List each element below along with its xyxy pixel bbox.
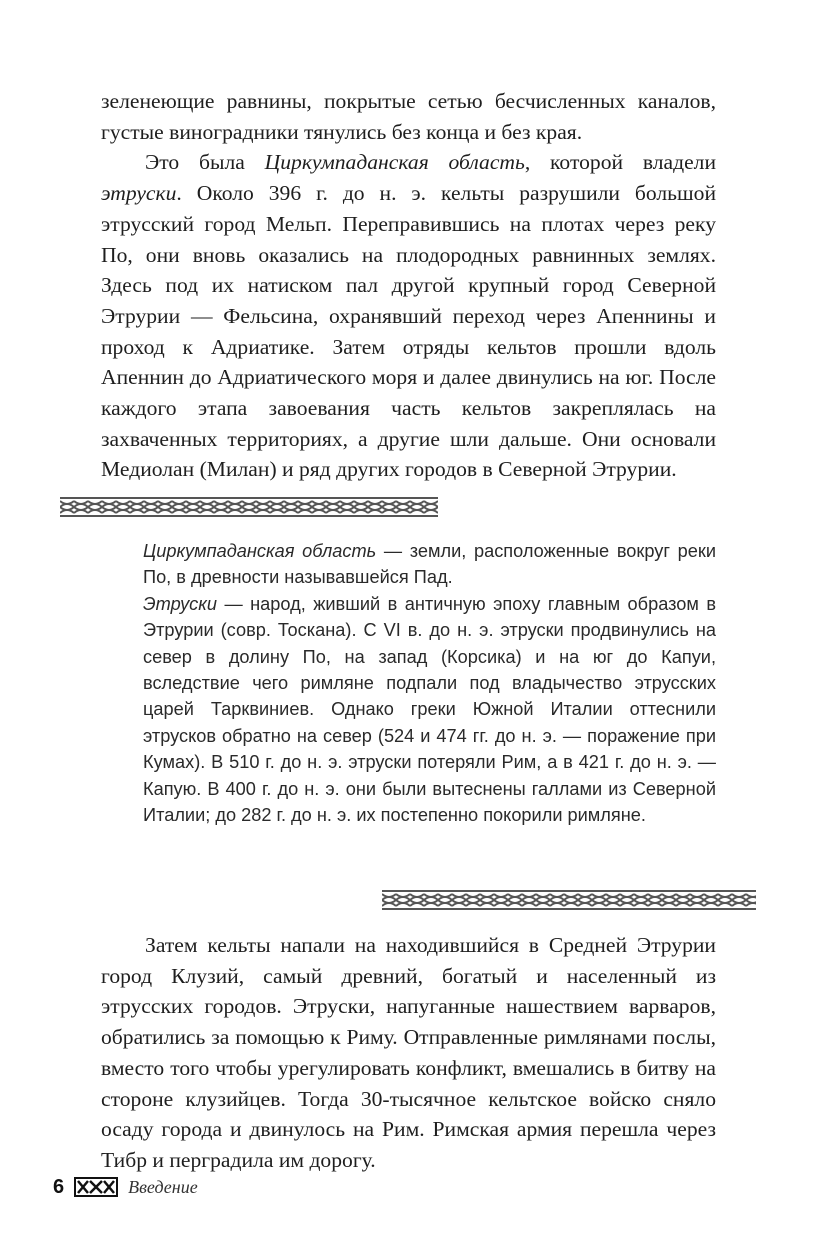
glossary-term: Циркумпаданская область xyxy=(143,541,377,561)
ornament-bottom-divider xyxy=(382,890,756,910)
paragraph-clusium: Затем кельты напали на находившийся в Средней Этрурии город Клузий, самый древний, богатый и населенный из этрусских городов. Этруски, напуганные нашествием варваров, обратились за помощью к Риму. Отправленные римлянами послы, вместо того чтобы урегулировать конфликт, вмешались в битву на стороне клузийцев. Тогда 30-тысячное кельтское войско сняло осаду города и двинулось на Рим. Римская армия перешла через Тибр и перградила им дорогу. xyxy=(101,933,716,1172)
italic-term-circumpadana: Циркумпаданская область xyxy=(264,150,525,175)
paragraph-text: . Около 396 г. до н. э. кельты разрушили большой этрусский город Мельп. Переправившись на плотах через реку По, они вновь оказались на плодородных равнинных землях. Здесь под их натиском пал другой крупный город Северной Этрурии — Фельсина, охранявший переход через Апеннины и проход к Адриатике. Затем отряды кельтов прошли вдоль Апеннин до Адриатического моря и далее двинулись на юг. После каждого этапа завоевания часть кельтов закреплялась на захваченных территориях, а другие шли дальше. Они основали Медиолан (Милан) и ряд других городов в Северной Этрурии. xyxy=(101,181,716,482)
glossary-entry-circumpadana xyxy=(143,538,716,591)
knot-ornament-icon xyxy=(74,1177,118,1197)
main-text-bottom xyxy=(101,930,716,1176)
page-footer xyxy=(53,1172,198,1202)
italic-term-etruscans: этруски xyxy=(101,181,177,206)
glossary-sidebar xyxy=(143,538,716,828)
main-text-top xyxy=(101,86,716,485)
glossary-entry-etruscans xyxy=(143,591,716,829)
running-head: Введение xyxy=(128,1176,198,1197)
paragraph-circumpadana xyxy=(101,147,716,485)
glossary-definition: — народ, живший в античную эпоху главным образом в Этрурии (совр. Тоскана). С VI в. до н. э. этруски продвинулись на север в долину По, на запад (Корсика) и на юг до Капуи, вследствие чего римляне подпали под владычество этрусских царей Тарквиниев. Однако греки Южной Италии оттеснили этрусков обратно на север (524 и 474 гг. до н. э. — поражение при Кумах). В 510 г. до н. э. этруски потеряли Рим, а в 421 г. до н. э. — Капую. В 400 г. до н. э. они были вытеснены галлами из Северной Италии; до 282 г. до н. э. их постепенно покорили римляне. xyxy=(143,593,716,826)
paragraph-continuation: зеленеющие равнины, покрытые сетью бесчисленных каналов, густые виноградники тянулись без конца и без края. xyxy=(101,89,716,144)
ornament-top-divider xyxy=(60,497,438,517)
page-number: 6 xyxy=(53,1175,65,1198)
glossary-term: Этруски xyxy=(143,593,217,614)
glossary-definition: — земли, расположенные вокруг реки По, в древности называвшейся Пад. xyxy=(143,541,716,588)
paragraph-text: Это была xyxy=(145,150,265,175)
paragraph-text: , которой владели xyxy=(524,150,717,175)
